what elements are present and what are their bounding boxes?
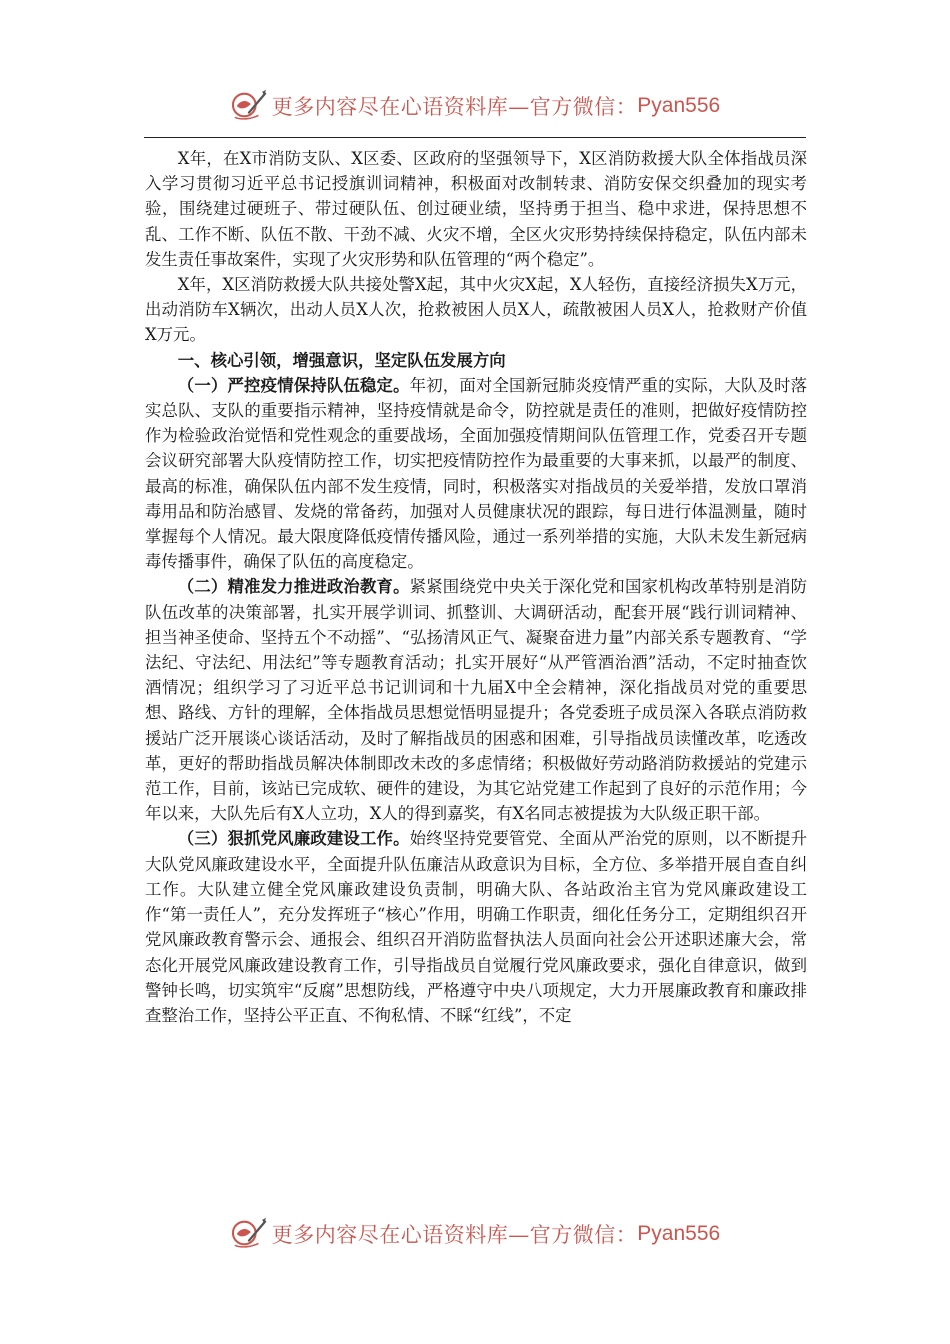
subsection-1-text: 年初，面对全国新冠肺炎疫情严重的实际，大队及时落实总队、支队的重要指示精神，坚持疫情就是命令，防控就是责任的准则，把做好疫情防控作为检验政治觉悟和党性观念的重要战场，全面加强疫情期间队伍管理工作，党委召开专题会议研究部署大队疫情防控工作，切实把疫情防控作为最重要的大事来抓，以最严的制度、最高的标准，确保队伍内部不发生疫情，同时，积极落实对指战员的关爱举措，发放口罩消毒用品和防治感冒、发烧的常备药，加强对人员健康状况的跟踪，每日进行体温测量，随时掌握每个人情况。最大限度降低疫情传播风险，通过一系列举措的实施，大队未发生新冠病毒传播事件，确保了队伍的高度稳定。 (145, 375, 807, 572)
statistics-paragraph: X年，X区消防救援大队共接处警X起，其中火灾X起，X人轻伤，直接经济损失X万元，出动消防车X辆次，出动人员X人次，抢救被困人员X人，疏散被困人员X人，抢救财产价值X万元。 (145, 275, 807, 345)
subsection-1-title: （一）严控疫情保持队伍稳定。 (177, 375, 410, 395)
header-wechat-id: Pyan556 (637, 94, 721, 117)
header-banner-text: 更多内容尽在心语资料库—官方微信： (271, 95, 638, 119)
subsection-3 (145, 826, 807, 1028)
section-heading-1: 一、核心引领，增强意识，坚定队伍发展方向 (177, 350, 506, 370)
footer-wechat-id: Pyan556 (637, 1222, 721, 1245)
subsection-1 (145, 373, 807, 575)
brand-logo-icon (230, 88, 268, 122)
intro-paragraph: X年，在X市消防支队、X区委、区政府的坚强领导下，X区消防救援大队全体指战员深入学习贯彻习近平总书记授旗训词精神，积极面对改制转隶、消防安保交织叠加的现实考验，围绕建过硬班子、带过硬队伍、创过硬业绩，坚持勇于担当、稳中求进，保持思想不乱、工作不断、队伍不散、干劲不减、火灾不增，全区火灾形势持续保持稳定，队伍内部未发生责任事故案件，实现了火灾形势和队伍管理的“两个稳定”。 (145, 149, 807, 269)
header-banner (0, 86, 950, 126)
footer-banner (0, 1214, 950, 1254)
brand-logo-icon (230, 1216, 268, 1250)
subsection-3-text: 始终坚持党要管党、全面从严治党的原则，以不断提升大队党风廉政建设水平，全面提升队伍廉洁从政意识为目标，全方位、多举措开展自查自纠工作。大队建立健全党风廉政建设负责制，明确大队、各站政治主官为党风廉政建设工作“第一责任人”，充分发挥班子“核心”作用，明确工作职责，细化任务分工，定期组织召开党风廉政教育警示会、通报会、组织召开消防监督执法人员面向社会公开述职述廉大会，常态化开展党风廉政建设教育工作，引导指战员自觉履行党风廉政要求，强化自律意识，做到警钟长鸣，切实筑牢“反腐”思想防线，严格遵守中央八项规定，大力开展廉政教育和廉政排查整治工作，坚持公平正直、不徇私情、不睬“红线”，不定 (145, 829, 807, 1025)
header-divider (144, 137, 806, 138)
subsection-2 (145, 574, 807, 826)
footer-banner-text: 更多内容尽在心语资料库—官方微信： (271, 1223, 638, 1247)
subsection-3-title: （三）狠抓党风廉政建设工作。 (177, 829, 410, 849)
subsection-2-text: 紧紧围绕党中央关于深化党和国家机构改革特别是消防队伍改革的决策部署，扎实开展学训词、抓整训、大调研活动，配套开展“践行训词精神、担当神圣使命、坚持五个不动摇”、“弘扬清风正气、凝聚奋进力量”内部关系专题教育、“学法纪、守法纪、用法纪”等专题教育活动；扎实开展好“从严管酒治酒”活动，不定时抽查饮酒情况；组织学习了习近平总书记训词和十九届X中全会精神，深化指战员对党的重要思想、路线、方针的理解，全体指战员思想觉悟明显提升；各党委班子成员深入各联点消防救援站广泛开展谈心谈话活动，及时了解指战员的困惑和困难，引导指战员读懂改革，吃透改革，更好的帮助指战员解决体制即改未改的多虑情绪；积极做好劳动路消防救援站的党建示范工作，目前，该站已完成软、硬件的建设，为其它站党建工作起到了良好的示范作用；今年以来，大队先后有X人立功，X人的得到嘉奖，有X名同志被提拔为大队级正职干部。 (145, 577, 807, 824)
document-body (145, 146, 807, 1028)
subsection-2-title: （二）精准发力推进政治教育。 (177, 577, 410, 597)
